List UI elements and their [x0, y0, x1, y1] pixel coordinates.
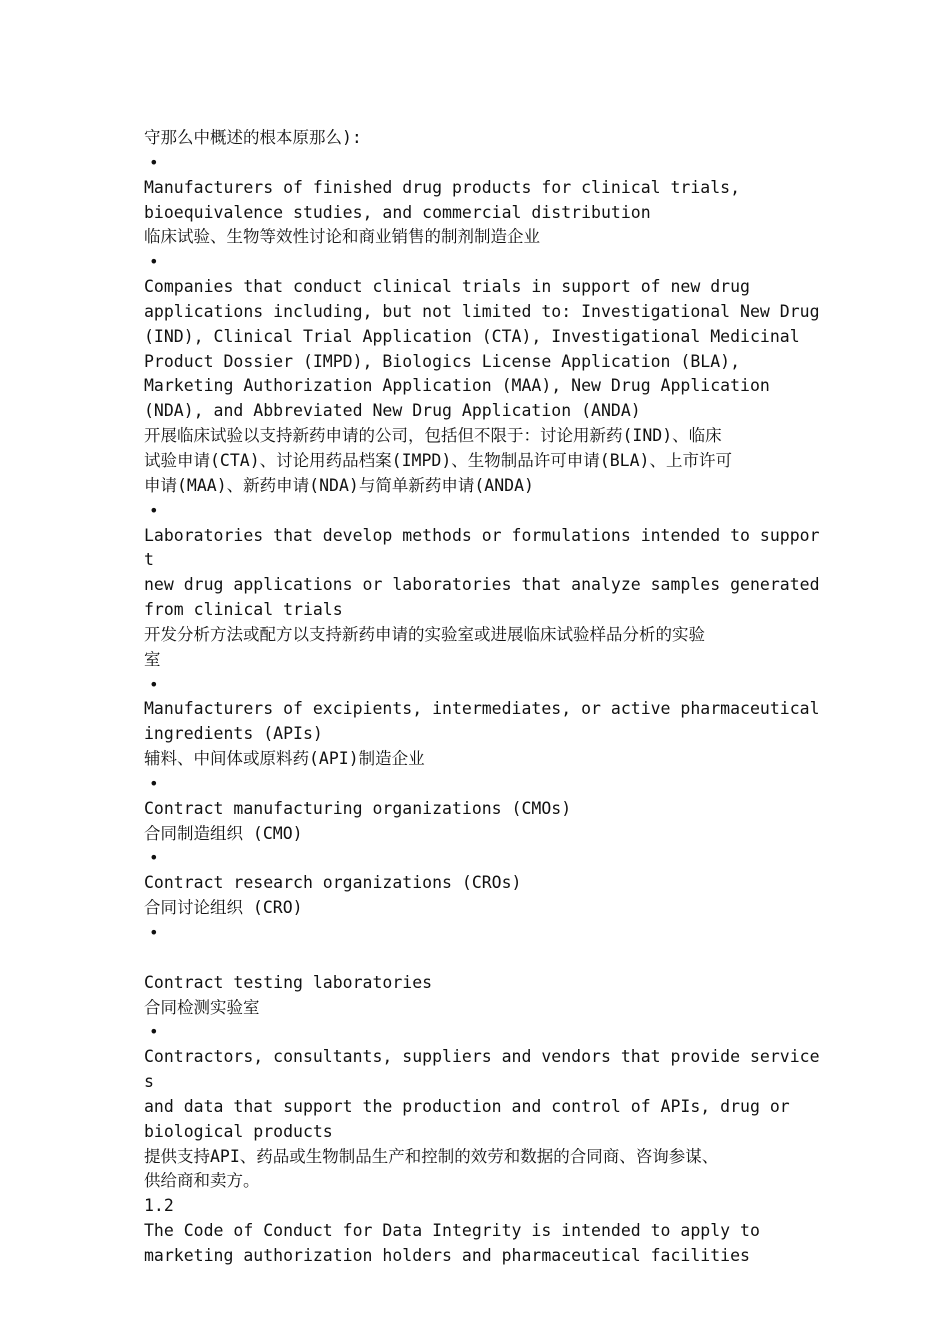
- list-item: [144, 275, 824, 499]
- list-item: [144, 871, 824, 921]
- item-chinese-text: 辅料、中间体或原料药(API)制造企业: [144, 749, 425, 769]
- list-item: [144, 971, 824, 1021]
- bullet-icon: •: [149, 923, 159, 942]
- item-chinese-text: 申请(MAA)、新药申请(NDA)与简单新药申请(ANDA): [144, 475, 534, 495]
- item-english-text: Contract testing laboratories: [144, 972, 433, 992]
- list-item: [144, 697, 824, 772]
- item-english-text: biological products: [144, 1121, 333, 1141]
- item-english-text: Contractors, consultants, suppliers and vendors that provide services: [144, 1047, 820, 1092]
- item-english-text: new drug applications or laboratories that analyze samples generated: [144, 575, 820, 595]
- section-number: 1.2: [144, 1196, 174, 1216]
- intro-text: 守那么中概述的根本原那么):: [144, 128, 362, 147]
- item-english-text: (NDA), and Abbreviated New Drug Application (ANDA): [144, 401, 641, 421]
- item-chinese-text: 供给商和卖方。: [144, 1171, 260, 1191]
- document-body: [144, 126, 824, 1269]
- bullet-icon: •: [149, 674, 159, 694]
- item-chinese-text: 合同制造组织 (CMO): [144, 823, 303, 843]
- item-chinese-text: 合同检测实验室: [144, 997, 260, 1017]
- item-english-text: Product Dossier (IMPD), Biologics License Application (BLA),: [144, 351, 741, 371]
- item-english-text: ingredients (APIs): [144, 724, 323, 744]
- item-english-text: (IND), Clinical Trial Application (CTA), Investigational Medicinal: [144, 326, 800, 346]
- item-english-text: Contract manufacturing organizations (CMOs): [144, 798, 572, 818]
- bullet-icon: •: [149, 773, 159, 793]
- list-item: [144, 176, 824, 251]
- item-chinese-text: 试验申请(CTA)、讨论用药品档案(IMPD)、生物制品许可申请(BLA)、上市许可: [144, 450, 732, 470]
- item-english-text: Laboratories that develop methods or formulations intended to support: [144, 525, 820, 570]
- bullet-icon: •: [149, 1022, 159, 1042]
- blank-line: [144, 946, 824, 971]
- list-item: [144, 1045, 824, 1194]
- item-chinese-text: 开发分析方法或配方以支持新药申请的实验室或进展临床试验样品分析的实验: [144, 624, 705, 644]
- bullet-icon: •: [149, 152, 159, 172]
- item-chinese-text: 开展临床试验以支持新药申请的公司，包括但不限于：讨论用新药(IND)、临床: [144, 426, 722, 446]
- bullet-icon: •: [149, 848, 159, 868]
- item-chinese-text: 提供支持API、药品或生物制品生产和控制的效劳和数据的合同商、咨询参谋、: [144, 1146, 719, 1166]
- item-english-text: Companies that conduct clinical trials in support of new drug: [144, 277, 750, 297]
- item-english-text: applications including, but not limited to: Investigational New Drug: [144, 301, 820, 321]
- item-english-text: Manufacturers of finished drug products for clinical trials,: [144, 177, 741, 197]
- bullet-icon: •: [149, 500, 159, 520]
- section-text: The Code of Conduct for Data Integrity is intended to apply to: [144, 1221, 760, 1241]
- item-english-text: Manufacturers of excipients, intermediates, or active pharmaceutical: [144, 699, 820, 719]
- item-english-text: and data that support the production and control of APIs, drug or: [144, 1096, 790, 1116]
- item-chinese-text: 临床试验、生物等效性讨论和商业销售的制剂制造企业: [144, 227, 540, 247]
- item-english-text: bioequivalence studies, and commercial distribution: [144, 202, 651, 222]
- item-english-text: Contract research organizations (CROs): [144, 873, 522, 893]
- list-item: [144, 797, 824, 847]
- item-chinese-text: 室: [144, 649, 161, 669]
- item-english-text: Marketing Authorization Application (MAA), New Drug Application: [144, 376, 770, 396]
- bullet-icon: •: [149, 252, 159, 272]
- list-item: [144, 524, 824, 673]
- item-english-text: from clinical trials: [144, 600, 343, 620]
- item-chinese-text: 合同讨论组织 (CRO): [144, 898, 303, 918]
- section-text: marketing authorization holders and pharmaceutical facilities: [144, 1245, 750, 1265]
